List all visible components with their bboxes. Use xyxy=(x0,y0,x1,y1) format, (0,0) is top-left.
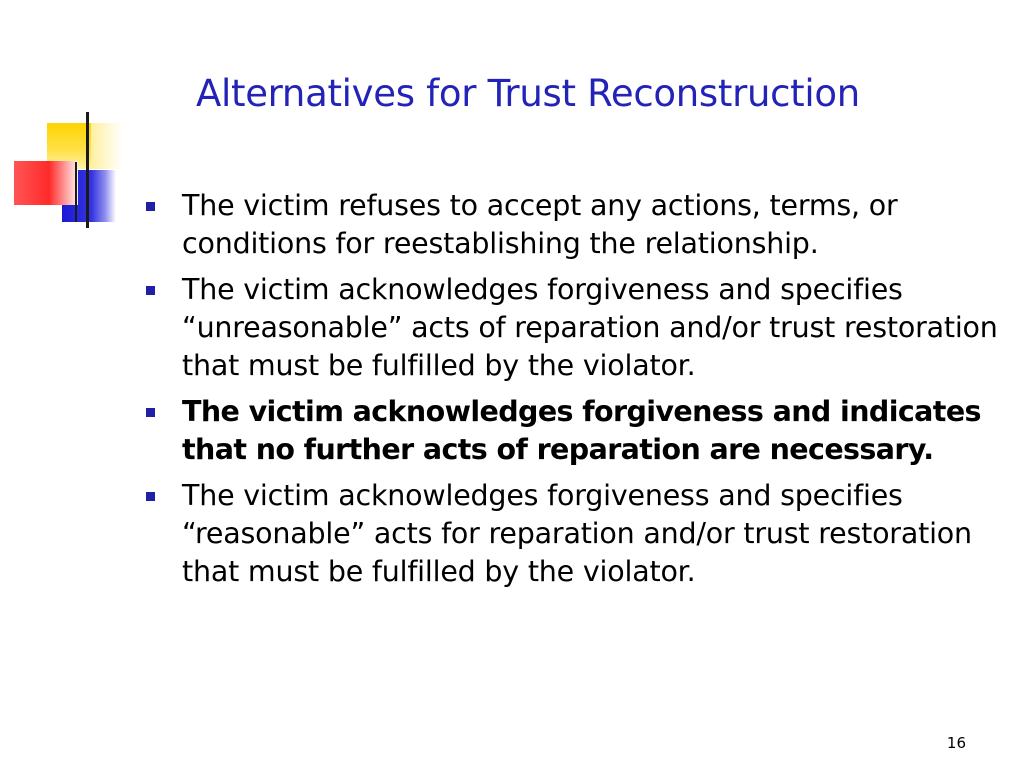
page-number: 16 xyxy=(946,734,966,752)
logo-vertical-line xyxy=(86,112,89,228)
logo-red-square xyxy=(14,161,78,205)
square-bullet-icon xyxy=(146,286,155,295)
slide-title: Alternatives for Trust Reconstruction xyxy=(196,72,860,115)
bullet-item-emphasized xyxy=(140,393,1000,469)
bullet-item xyxy=(140,477,1000,591)
square-bullet-icon xyxy=(146,492,155,501)
square-bullet-icon xyxy=(146,408,155,417)
bullet-text: The victim acknowledges forgiveness and specifies “reasonable” acts for reparation and/or trust restoration that must be fulfilled by the violator. xyxy=(182,479,972,588)
bullet-item xyxy=(140,271,1000,385)
bullet-list xyxy=(140,187,1000,591)
square-bullet-icon xyxy=(146,202,155,211)
logo-vertical-line-short xyxy=(75,162,77,222)
bullet-text: The victim acknowledges forgiveness and specifies “unreasonable” acts of reparation and/or trust restoration that must be fulfilled by the violator. xyxy=(182,273,998,382)
slide-content xyxy=(140,187,1000,599)
bullet-item xyxy=(140,187,1000,263)
logo-yellow-fade xyxy=(91,123,123,169)
bullet-text: The victim acknowledges forgiveness and indicates that no further acts of reparation are necessary. xyxy=(182,395,981,466)
slide-logo xyxy=(0,0,140,240)
bullet-text: The victim refuses to accept any actions, terms, or conditions for reestablishing the relationship. xyxy=(182,189,898,260)
